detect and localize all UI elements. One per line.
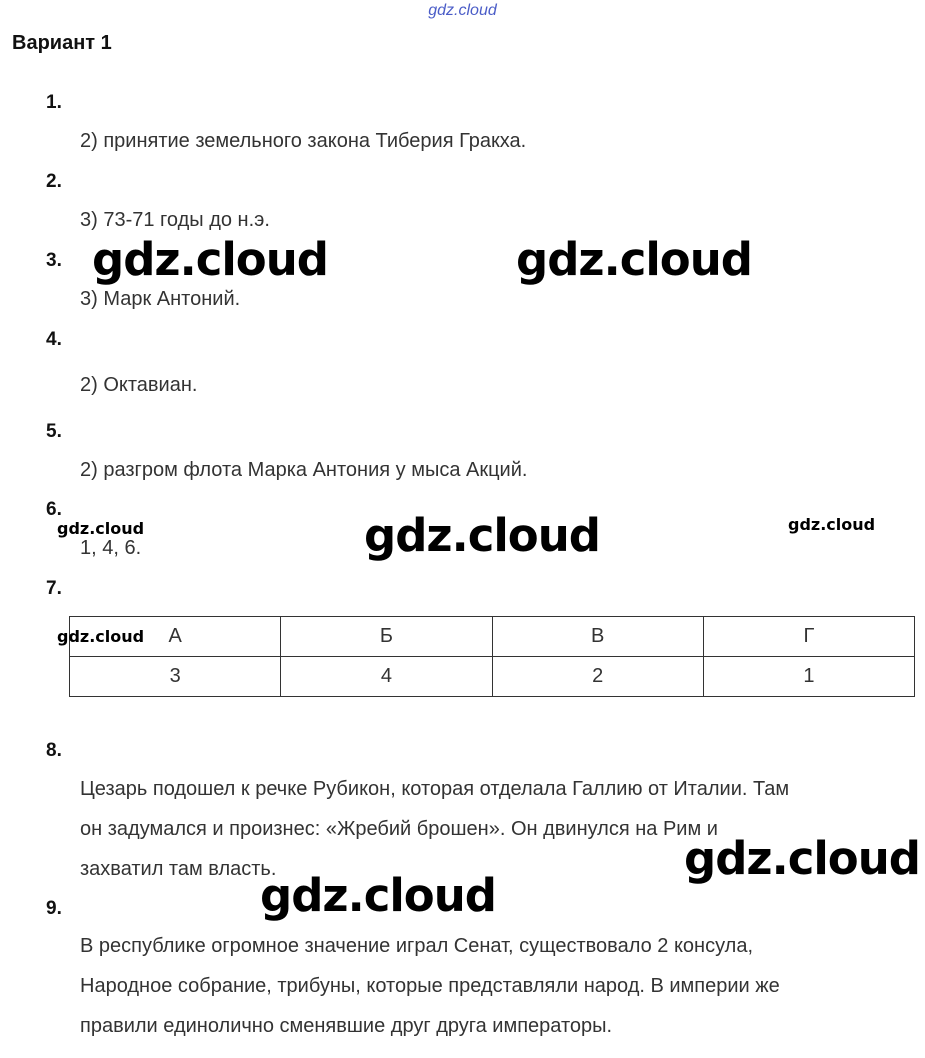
answer-8-line: захватил там власть. <box>80 858 277 880</box>
answer-2: 3) 73-71 годы до н.э. <box>80 209 270 231</box>
watermark: gdz.cloud <box>57 519 145 538</box>
watermark: gdz.cloud <box>788 515 876 534</box>
answer-8-line: Цезарь подошел к речке Рубикон, которая отделала Галлию от Италии. Там <box>80 778 790 800</box>
variant-title: Вариант 1 <box>12 32 112 54</box>
table-header-cell: В <box>492 617 703 657</box>
table-header-cell: Г <box>703 617 914 657</box>
question-number-1: 1. <box>46 92 62 113</box>
table-value-cell: 4 <box>281 657 492 697</box>
question-number-9: 9. <box>46 898 62 919</box>
table-value-cell: 2 <box>492 657 703 697</box>
answer-table <box>69 616 915 697</box>
answer-9-line: В республике огромное значение играл Сенат, существовало 2 консула, <box>80 935 754 957</box>
answer-6: 1, 4, 6. <box>80 537 142 559</box>
answer-8-line: он задумался и произнес: «Жребий брошен». Он двинулся на Рим и <box>80 818 718 840</box>
answer-4: 2) Октавиан. <box>80 374 198 396</box>
site-header-link[interactable]: gdz.cloud <box>428 2 497 19</box>
question-number-7: 7. <box>46 578 62 599</box>
question-number-5: 5. <box>46 421 62 442</box>
question-number-3: 3. <box>46 250 62 271</box>
answer-1: 2) принятие земельного закона Тиберия Гракха. <box>80 130 527 152</box>
table-header-cell: А <box>70 617 281 657</box>
table-header-cell: Б <box>281 617 492 657</box>
answer-9-line: Народное собрание, трибуны, которые представляли народ. В империи же <box>80 975 780 997</box>
answer-5: 2) разгром флота Марка Антония у мыса Акций. <box>80 459 528 481</box>
answer-3: 3) Марк Антоний. <box>80 288 241 310</box>
question-number-4: 4. <box>46 329 62 350</box>
watermark: gdz.cloud <box>684 832 920 885</box>
question-number-2: 2. <box>46 171 62 192</box>
question-number-8: 8. <box>46 740 62 761</box>
question-number-6: 6. <box>46 499 62 520</box>
answer-9-line: правили единолично сменявшие друг друга императоры. <box>80 1015 613 1037</box>
watermark: gdz.cloud <box>364 509 600 562</box>
watermark: gdz.cloud <box>92 233 328 286</box>
table-value-cell: 3 <box>70 657 281 697</box>
watermark: gdz.cloud <box>516 233 752 286</box>
answer-9 <box>80 926 780 1046</box>
watermark: gdz.cloud <box>260 869 496 922</box>
table-header-row <box>70 617 915 657</box>
watermark: gdz.cloud <box>57 627 145 646</box>
table-value-row <box>70 657 915 697</box>
table-value-cell: 1 <box>703 657 914 697</box>
